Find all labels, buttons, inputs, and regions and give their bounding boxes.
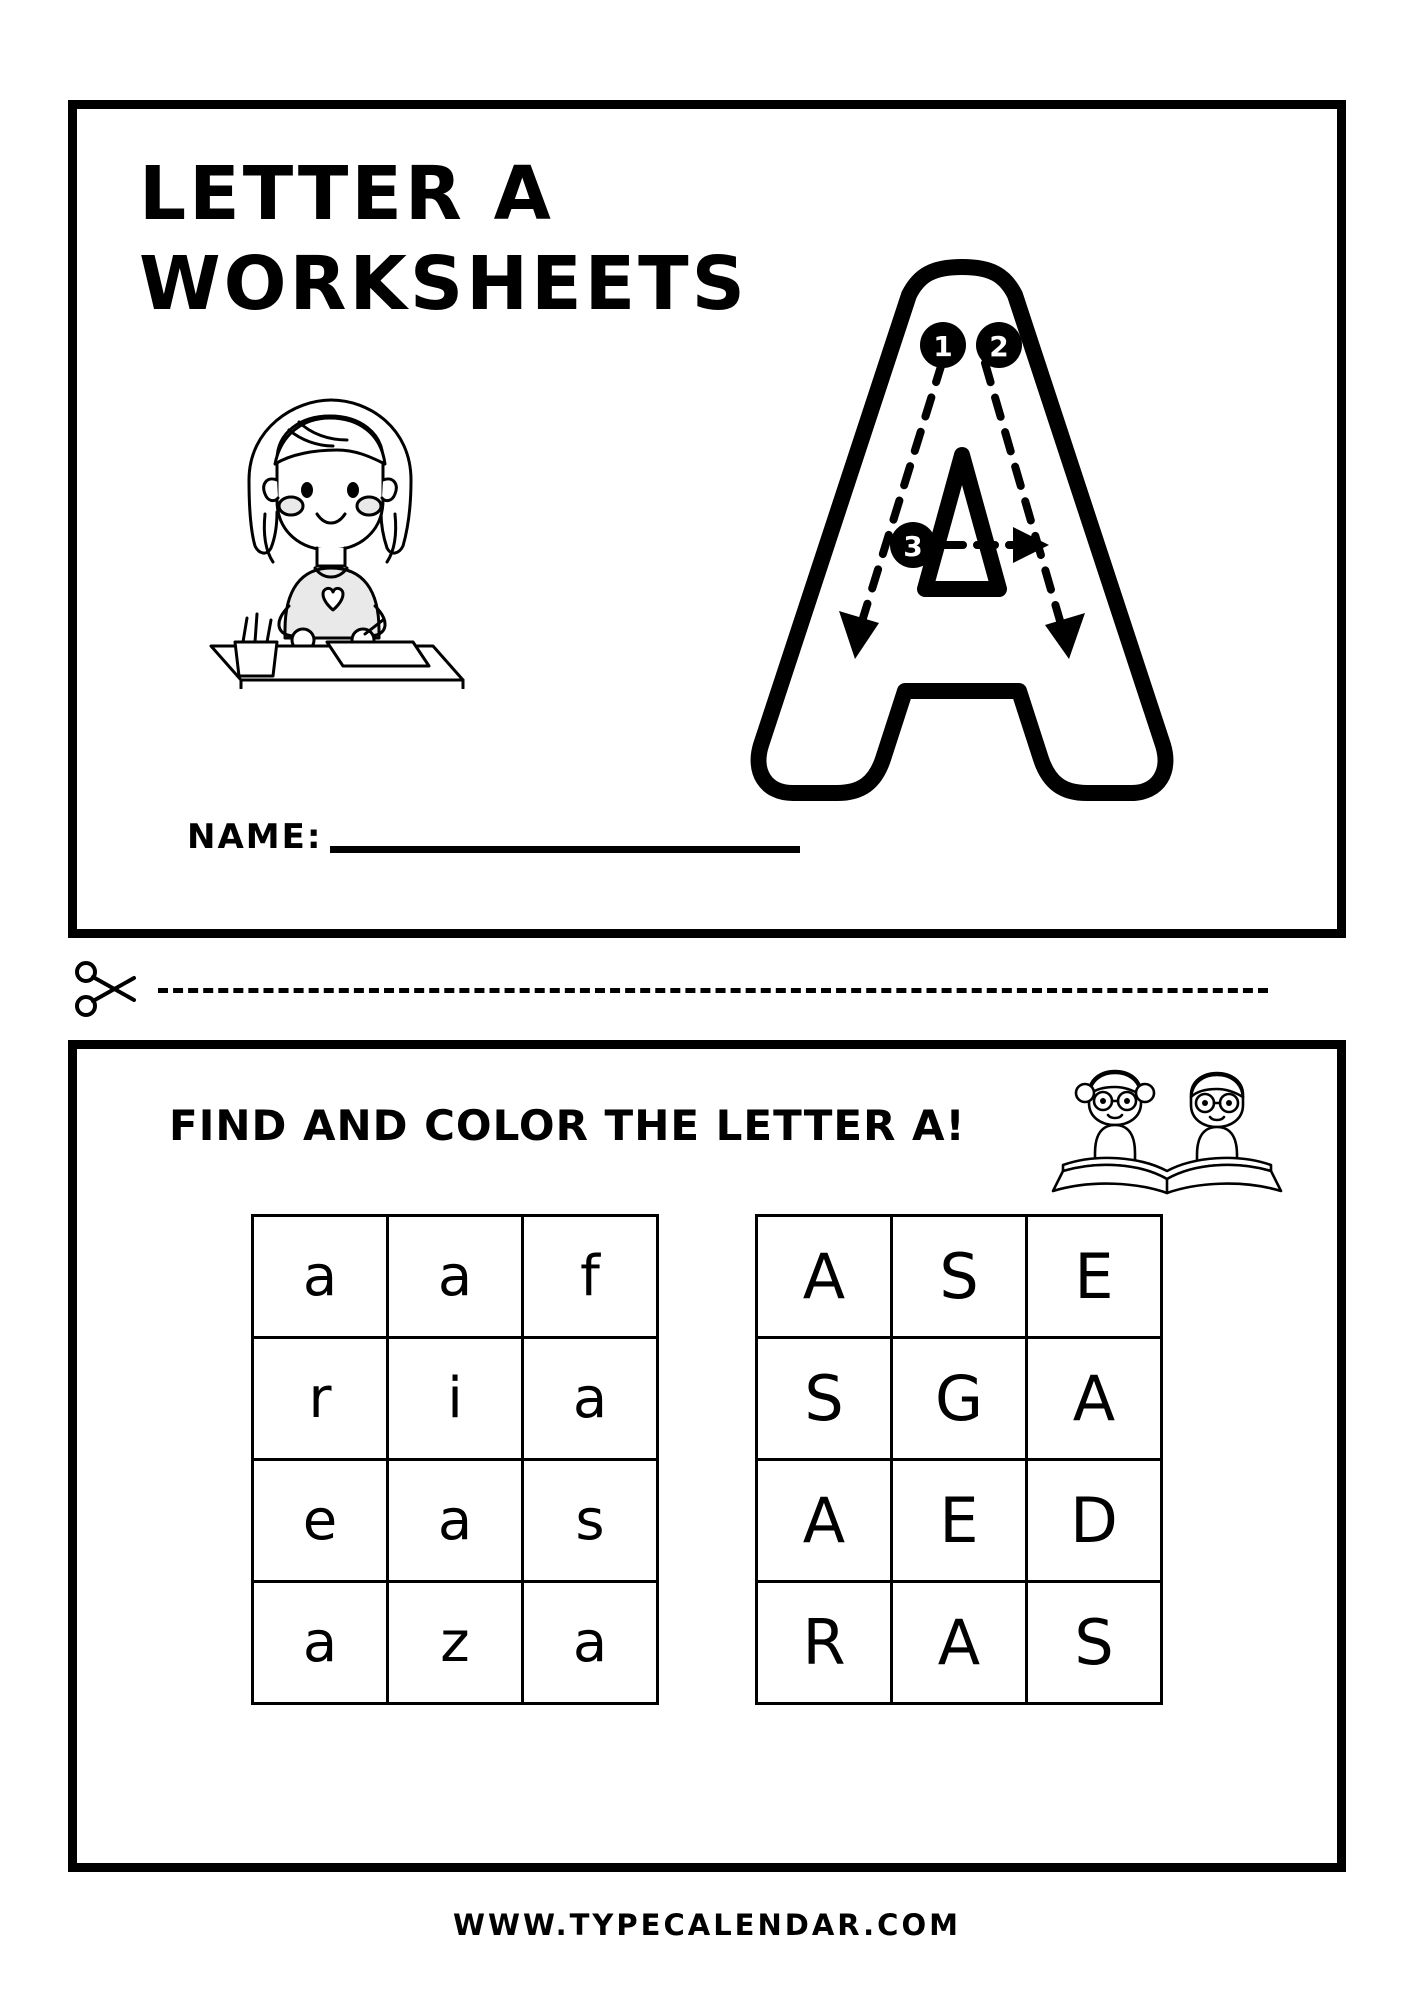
- stroke-number-3: 3: [903, 530, 923, 563]
- grid-cell[interactable]: R: [757, 1582, 892, 1704]
- table-row: [757, 1460, 1162, 1582]
- grid-cell[interactable]: A: [757, 1216, 892, 1338]
- table-row: [253, 1582, 658, 1704]
- grid-cell[interactable]: A: [892, 1582, 1027, 1704]
- name-label: NAME:: [187, 817, 323, 857]
- grid-cell[interactable]: a: [253, 1216, 388, 1338]
- kids-reading-illustration: [1045, 1067, 1295, 1197]
- grid-cell[interactable]: e: [253, 1460, 388, 1582]
- grid-cell[interactable]: a: [388, 1460, 523, 1582]
- grid-cell[interactable]: i: [388, 1338, 523, 1460]
- table-row: [757, 1338, 1162, 1460]
- title-line-1: LETTER A: [139, 151, 554, 237]
- grid-cell[interactable]: z: [388, 1582, 523, 1704]
- stroke-number-1: 1: [933, 330, 953, 363]
- grid-cell[interactable]: S: [757, 1338, 892, 1460]
- uppercase-grid: [755, 1214, 1163, 1705]
- cover-panel: [68, 100, 1346, 938]
- cut-dashed-line: [158, 988, 1268, 993]
- letter-grids: [77, 1214, 1337, 1705]
- table-row: [757, 1216, 1162, 1338]
- grid-cell[interactable]: A: [1027, 1338, 1162, 1460]
- grid-cell[interactable]: s: [523, 1460, 658, 1582]
- grid-cell[interactable]: a: [388, 1216, 523, 1338]
- title-line-2: WORKSHEETS: [139, 241, 748, 328]
- girl-writing-illustration: [177, 384, 477, 689]
- grid-cell[interactable]: a: [523, 1582, 658, 1704]
- grid-cell[interactable]: A: [757, 1460, 892, 1582]
- activity-title: FIND AND COLOR THE LETTER A!: [169, 1101, 966, 1150]
- grid-cell[interactable]: f: [523, 1216, 658, 1338]
- name-field-row: [187, 817, 800, 857]
- footer-url: WWW.TYPECALENDAR.COM: [453, 1908, 961, 1942]
- grid-cell[interactable]: E: [1027, 1216, 1162, 1338]
- grid-cell[interactable]: a: [253, 1582, 388, 1704]
- tracing-letter-a: [727, 259, 1197, 819]
- grid-cell[interactable]: r: [253, 1338, 388, 1460]
- table-row: [253, 1216, 658, 1338]
- grid-cell[interactable]: D: [1027, 1460, 1162, 1582]
- lowercase-grid: [251, 1214, 659, 1705]
- grid-cell[interactable]: a: [523, 1338, 658, 1460]
- stroke-number-2: 2: [989, 330, 1009, 363]
- grid-cell[interactable]: G: [892, 1338, 1027, 1460]
- scissors-icon: [72, 960, 142, 1020]
- cut-line: [72, 960, 1272, 1020]
- activity-panel: [68, 1040, 1346, 1872]
- table-row: [757, 1582, 1162, 1704]
- table-row: [253, 1460, 658, 1582]
- table-row: [253, 1338, 658, 1460]
- grid-cell[interactable]: E: [892, 1460, 1027, 1582]
- name-input-line[interactable]: [330, 846, 800, 853]
- grid-cell[interactable]: S: [1027, 1582, 1162, 1704]
- grid-cell[interactable]: S: [892, 1216, 1027, 1338]
